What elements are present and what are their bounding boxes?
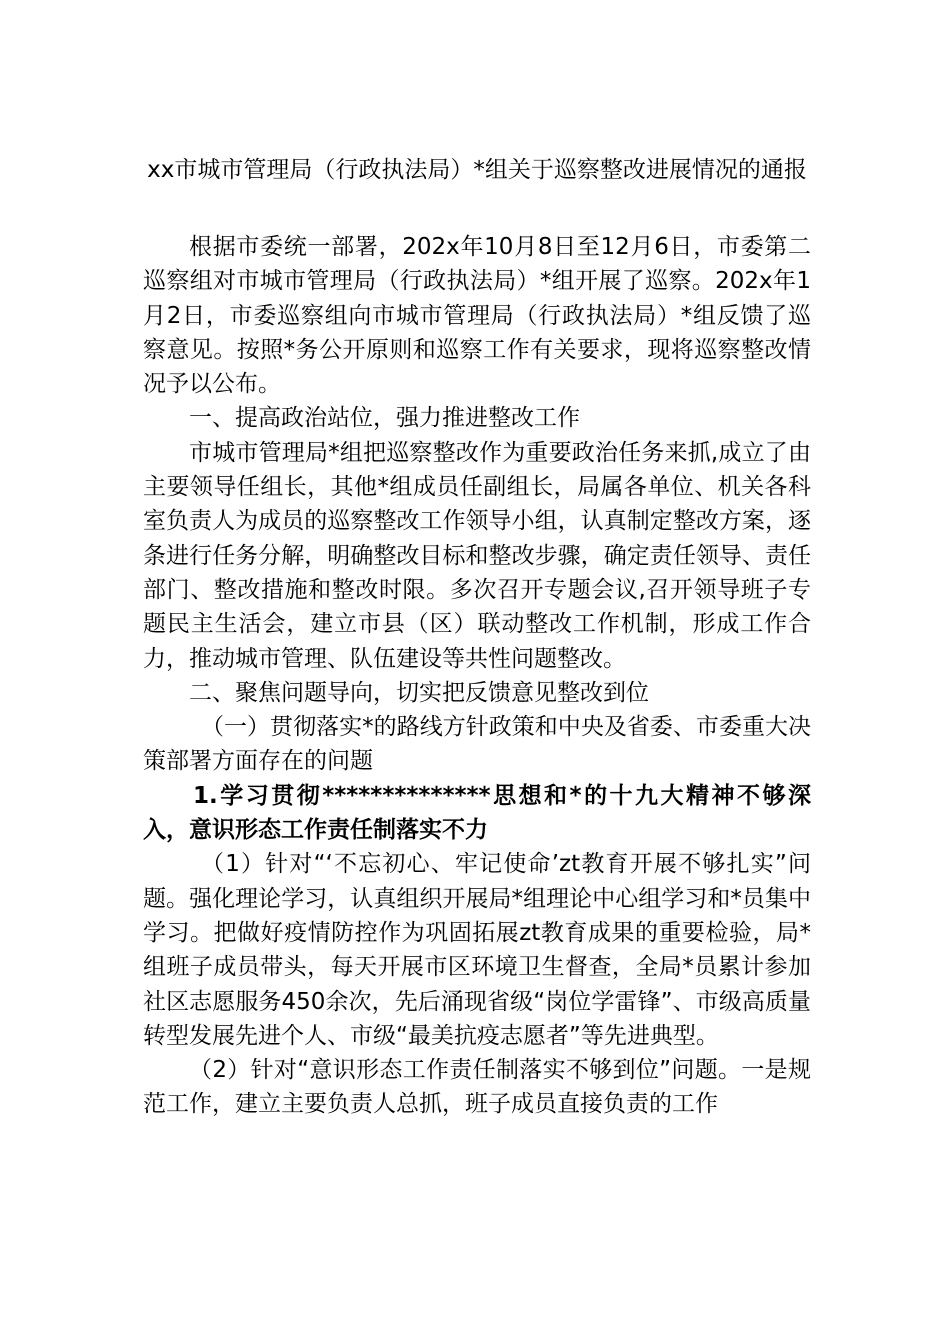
heading-section-1: 一、提高政治站位，强力推进整改工作 <box>189 405 580 432</box>
heading-subsection-1: （一）贯彻落实*的路线方针政策和中央及省委、市委重大决策部署方面存在的问题 <box>143 714 811 775</box>
paragraph-item-1-1: （1）针对“‘不忘初心、牢记使命’zt教育开展不够扎实”问题。强化理论学习，认真组织开展局*组理论中心组学习和*员集中学习。把做好疫情防控作为巩固拓展zt教育成果的重要检验，局*组班子成员带头，每天开展市区环境卫生督查，全局*员累计参加社区志愿服务450余次，先后涌现省级“岗位学雷锋”、市级高质量转型发展先进个人、市级“最美抗疫志愿者”等先进典型。 <box>143 851 811 1049</box>
heading-item-1: 1.学习贯彻**************思想和*的十九大精神不够深入，意识形态工作责任制落实不力 <box>143 782 811 844</box>
paragraph-item-1-2: （2）针对“意识形态工作责任制落实不够到位”问题。一是规范工作，建立主要负责人总抓，班子成员直接负责的工作 <box>143 1057 811 1118</box>
document-body <box>143 230 811 1122</box>
document-title: xx市城市管理局（行政执法局）*组关于巡察整改进展情况的通报 <box>147 157 807 183</box>
heading-section-2: 二、聚焦问题导向，切实把反馈意见整改到位 <box>189 679 649 706</box>
document-content <box>143 152 811 1122</box>
paragraph-section-1: 市城市管理局*组把巡察整改作为重要政治任务来抓,成立了由主要领导任组长，其他*组成员任副组长，局属各单位、机关各科室负责人为成员的巡察整改工作领导小组，认真制定整改方案，逐条进行任务分解，明确整改目标和整改步骤，确定责任领导、责任部门、整改措施和整改时限。多次召开专题会议,召开领导班子专题民主生活会，建立市县（区）联动整改工作机制，形成工作合力，推动城市管理、队伍建设等共性问题整改。 <box>143 439 811 672</box>
paragraph-intro: 根据市委统一部署，202x年10月8日至12月6日，市委第二巡察组对市城市管理局（行政执法局）*组开展了巡察。202x年1月2日，市委巡察组向市城市管理局（行政执法局）*组反馈了巡察意见。按照*务公开原则和巡察工作有关要求，现将巡察整改情况予以公布。 <box>143 234 811 398</box>
